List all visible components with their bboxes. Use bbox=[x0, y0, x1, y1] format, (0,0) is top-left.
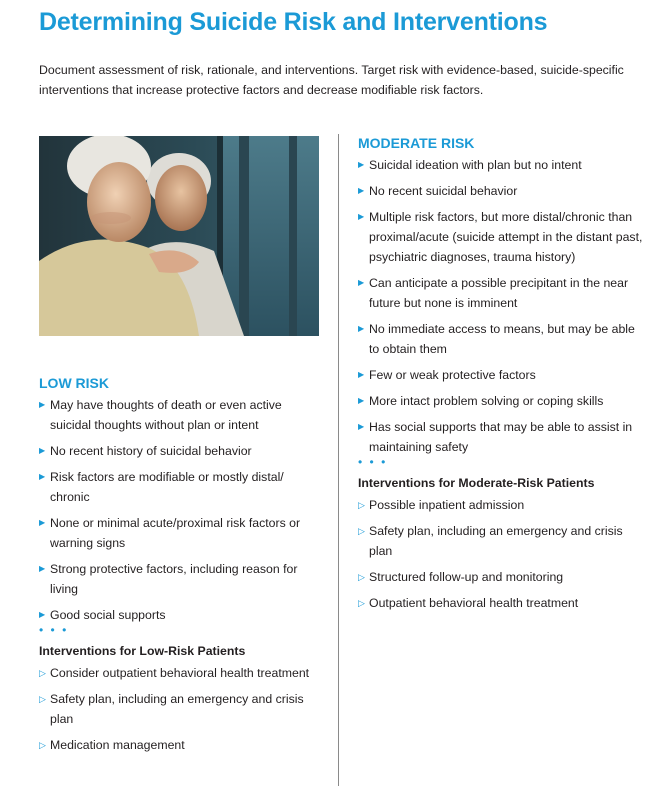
triangle-bullet-icon: ▶ bbox=[39, 518, 46, 527]
list-item: ▶ Has social supports that may be able to assist in maintaining safety bbox=[358, 417, 648, 457]
elderly-couple-photo bbox=[39, 136, 319, 336]
intro-paragraph: Document assessment of risk, rationale, and interventions. Target risk with evidence-based, suicide-specific interventions that increase protective factors and decrease modifiable risk factors. bbox=[39, 63, 624, 97]
section-separator: • • • bbox=[358, 455, 388, 469]
outline-triangle-bullet-icon: ▷ bbox=[358, 598, 365, 608]
list-item: ▶ Multiple risk factors, but more distal/chronic than proximal/acute (suicide attempt in the distant past, psychiatric diagnoses, trauma history) bbox=[358, 207, 648, 267]
triangle-bullet-icon: ▶ bbox=[358, 212, 365, 221]
list-item: ▶ Strong protective factors, including reason for living bbox=[39, 559, 319, 599]
list-item: ▶ No immediate access to means, but may be able to obtain them bbox=[358, 319, 648, 359]
list-item: ▷ Medication management bbox=[39, 735, 319, 755]
list-item: ▶ No recent history of suicidal behavior bbox=[39, 441, 319, 461]
outline-triangle-bullet-icon: ▷ bbox=[39, 694, 46, 704]
triangle-bullet-icon: ▶ bbox=[39, 446, 46, 455]
low-risk-list bbox=[39, 395, 319, 625]
triangle-bullet-icon: ▶ bbox=[39, 564, 46, 573]
triangle-bullet-icon: ▶ bbox=[358, 370, 365, 379]
list-item: ▶ None or minimal acute/proximal risk factors or warning signs bbox=[39, 513, 319, 553]
section-separator: • • • bbox=[39, 623, 69, 637]
list-item: ▷ Consider outpatient behavioral health treatment bbox=[39, 663, 319, 683]
list-item: ▷ Safety plan, including an emergency and crisis plan bbox=[358, 521, 648, 561]
list-item: ▶ Good social supports bbox=[39, 605, 319, 625]
moderate-risk-section bbox=[358, 134, 648, 619]
triangle-bullet-icon: ▶ bbox=[358, 396, 365, 405]
outline-triangle-bullet-icon: ▷ bbox=[358, 526, 365, 536]
outline-triangle-bullet-icon: ▷ bbox=[39, 668, 46, 678]
low-risk-heading: LOW RISK bbox=[39, 375, 109, 391]
page-title: Determining Suicide Risk and Interventions bbox=[39, 8, 548, 36]
list-item: ▶ No recent suicidal behavior bbox=[358, 181, 648, 201]
moderate-risk-interventions-list bbox=[358, 495, 648, 613]
moderate-risk-heading: MODERATE RISK bbox=[358, 135, 475, 151]
list-item: ▷ Possible inpatient admission bbox=[358, 495, 648, 515]
low-risk-section bbox=[39, 374, 319, 761]
list-item: ▶ Few or weak protective factors bbox=[358, 365, 648, 385]
triangle-bullet-icon: ▶ bbox=[358, 278, 365, 287]
triangle-bullet-icon: ▶ bbox=[39, 400, 46, 409]
triangle-bullet-icon: ▶ bbox=[39, 610, 46, 619]
list-item: ▶ Suicidal ideation with plan but no intent bbox=[358, 155, 648, 175]
outline-triangle-bullet-icon: ▷ bbox=[39, 740, 46, 750]
list-item: ▶ Can anticipate a possible precipitant in the near future but none is imminent bbox=[358, 273, 648, 313]
triangle-bullet-icon: ▶ bbox=[39, 472, 46, 481]
outline-triangle-bullet-icon: ▷ bbox=[358, 572, 365, 582]
list-item: ▷ Structured follow-up and monitoring bbox=[358, 567, 648, 587]
low-risk-interventions-list bbox=[39, 663, 319, 755]
triangle-bullet-icon: ▶ bbox=[358, 186, 365, 195]
moderate-risk-list bbox=[358, 155, 648, 457]
list-item: ▷ Outpatient behavioral health treatment bbox=[358, 593, 648, 613]
list-item: ▶ Risk factors are modifiable or mostly distal/ chronic bbox=[39, 467, 319, 507]
triangle-bullet-icon: ▶ bbox=[358, 422, 365, 431]
outline-triangle-bullet-icon: ▷ bbox=[358, 500, 365, 510]
list-item: ▷ Safety plan, including an emergency and crisis plan bbox=[39, 689, 319, 729]
list-item: ▶ May have thoughts of death or even active suicidal thoughts without plan or intent bbox=[39, 395, 319, 435]
moderate-risk-interventions-heading: Interventions for Moderate-Risk Patients bbox=[358, 476, 595, 490]
triangle-bullet-icon: ▶ bbox=[358, 324, 365, 333]
low-risk-interventions-heading: Interventions for Low-Risk Patients bbox=[39, 644, 246, 658]
column-divider bbox=[338, 134, 339, 786]
triangle-bullet-icon: ▶ bbox=[358, 160, 365, 169]
list-item: ▶ More intact problem solving or coping skills bbox=[358, 391, 648, 411]
